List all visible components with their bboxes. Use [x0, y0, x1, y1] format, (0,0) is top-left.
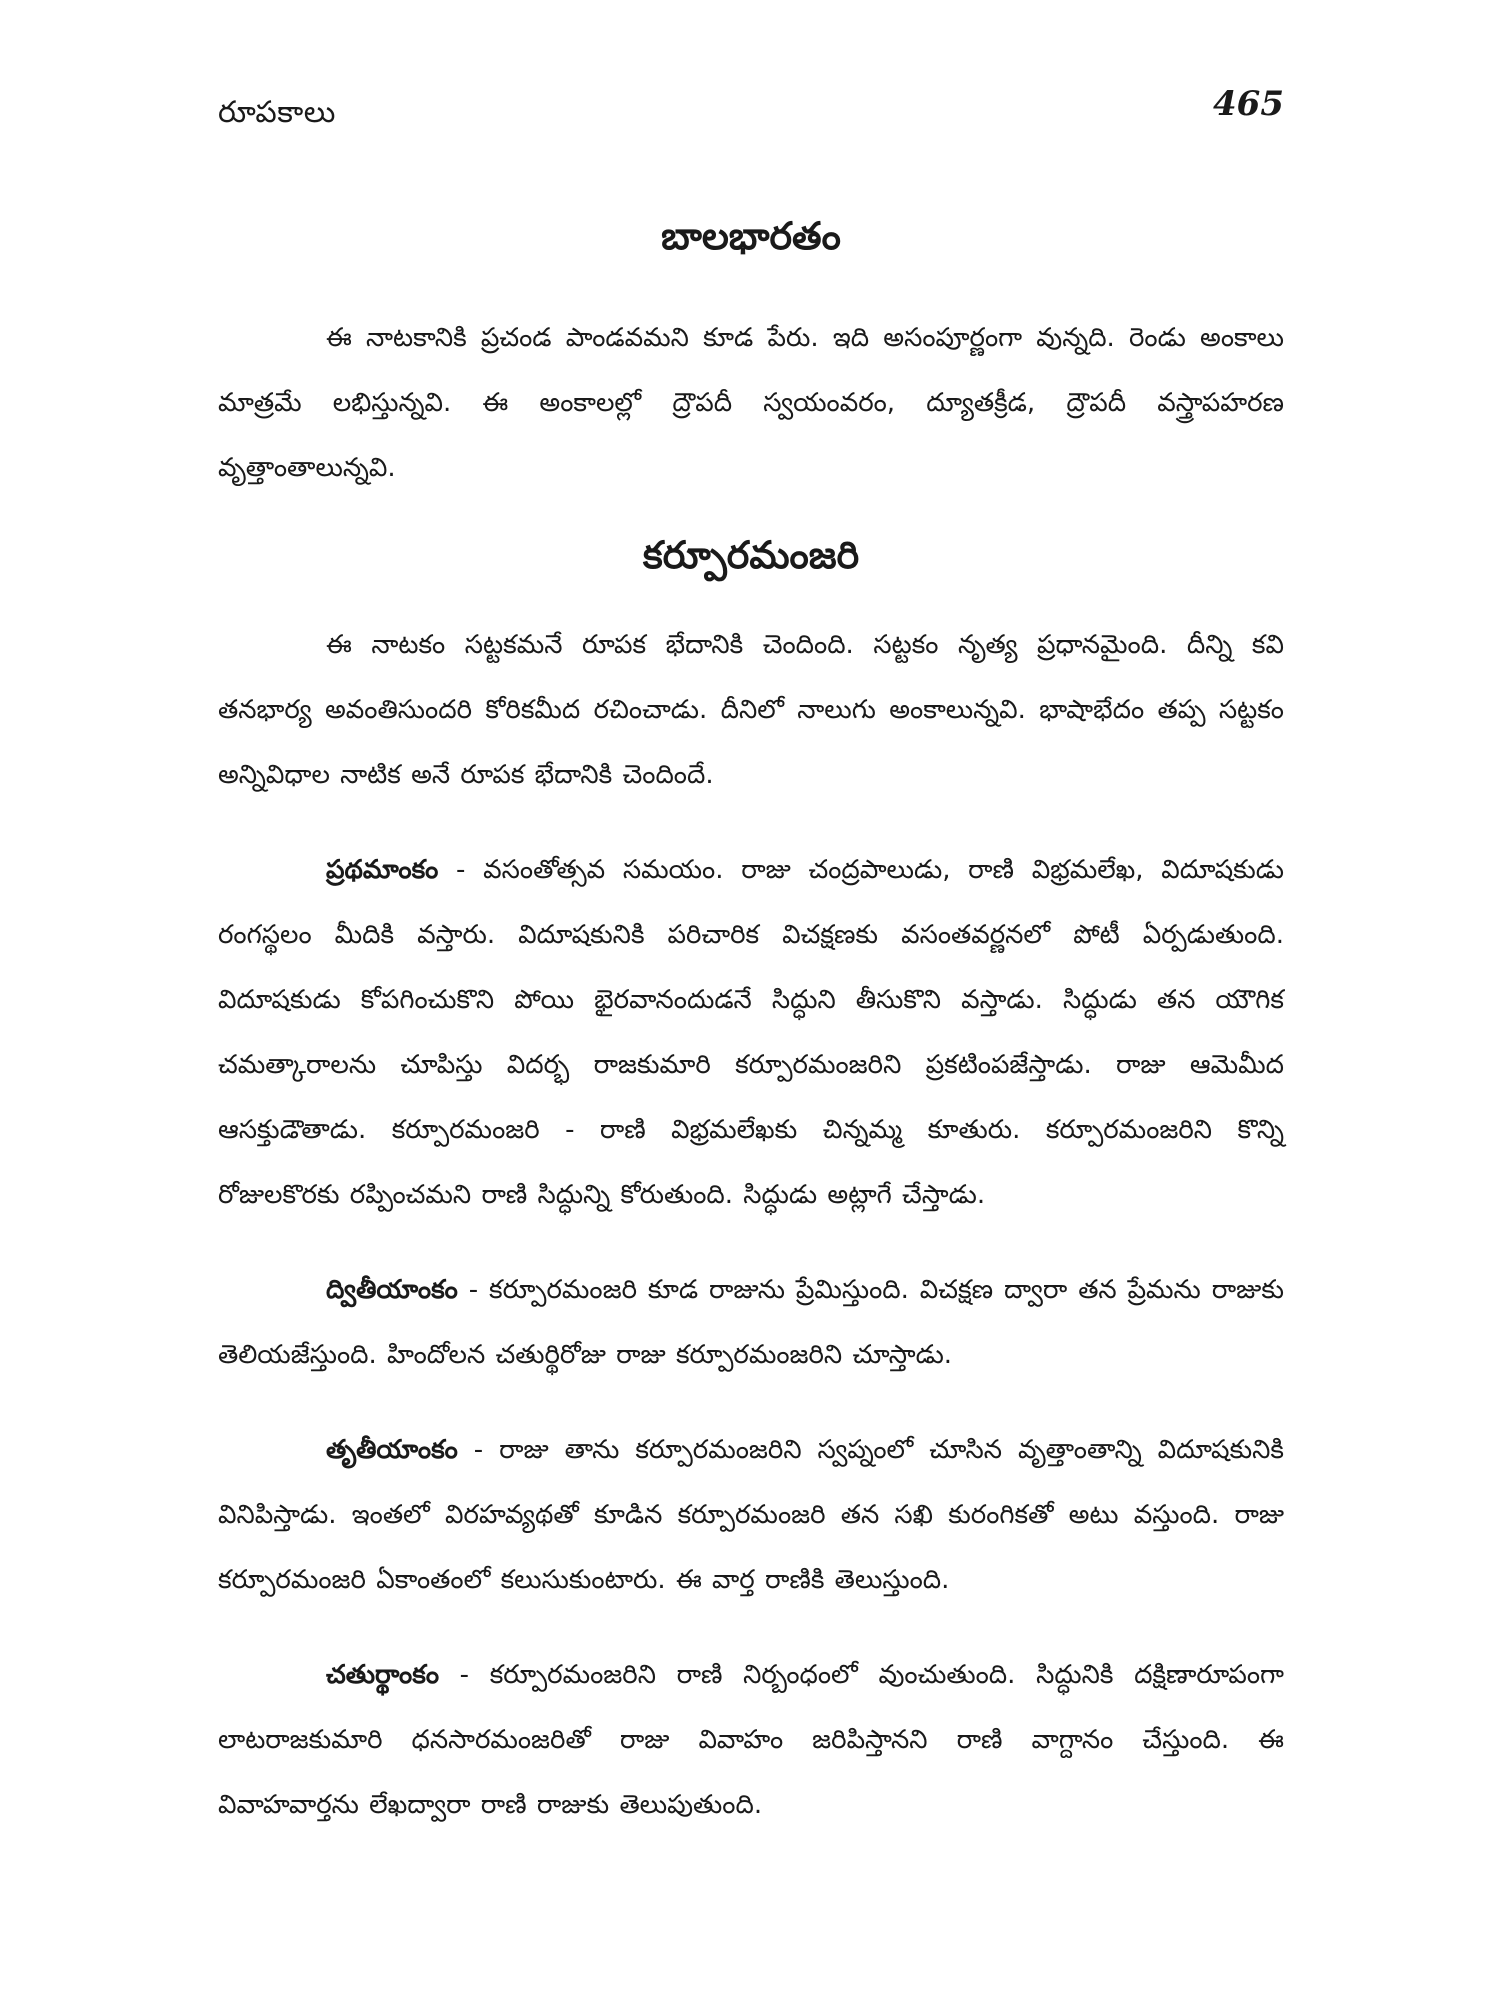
act-2-text: - కర్పూరమంజరి కూడ రాజును ప్రేమిస్తుంది. విచక్షణ ద్వారా తన ప్రేమను రాజుకు తెలియజేస్తుంది. హిందోలన చతుర్థిరోజు రాజు కర్పూరమంజరిని చూస్తాడు. [218, 1275, 1284, 1370]
act-1-paragraph [218, 838, 1284, 1228]
act-4-paragraph [218, 1643, 1284, 1838]
act-2-paragraph [218, 1258, 1284, 1388]
page-content [218, 200, 1284, 1838]
act-4-text: - కర్పూరమంజరిని రాణి నిర్బంధంలో వుంచుతుంది. సిద్ధునికి దక్షిణారూపంగా లాటరాజకుమారి ధనసారమంజరితో రాజు వివాహం జరిపిస్తానని రాణి వాగ్దానం చేస్తుంది. ఈ వివాహవార్తను లేఖద్వారా రాణి రాజుకు తెలుపుతుంది. [218, 1660, 1284, 1820]
act-1-text: - వసంతోత్సవ సమయం. రాజు చంద్రపాలుడు, రాణి విభ్రమలేఖ, విదూషకుడు రంగస్థలం మీదికి వస్తారు. విదూషకునికి పరిచారిక విచక్షణకు వసంతవర్ణనలో పోటీ ఏర్పడుతుంది. విదూషకుడు కోపగించుకొని పోయి భైరవానందుడనే సిద్ధుని తీసుకొని వస్తాడు. సిద్ధుడు తన యౌగిక చమత్కారాలను చూపిస్తు విదర్భ రాజకుమారి కర్పూరమంజరిని ప్రకటింపజేస్తాడు. రాజు ఆమెమీద ఆసక్తుడౌతాడు. కర్పూరమంజరి - రాణి విభ్రమలేఖకు చిన్నమ్మ కూతురు. కర్పూరమంజరిని కొన్ని రోజులకొరకు రప్పించమని రాణి సిద్ధున్ని కోరుతుంది. సిద్ధుడు అట్లాగే చేస్తాడు. [218, 855, 1284, 1210]
act-4-name: చతుర్థాంకం [326, 1660, 439, 1690]
act-2-name: ద్వితీయాంకం [326, 1275, 458, 1305]
section-title-karpuramanjari: కర్పూరమంజరి [642, 533, 860, 577]
balabharatam-paragraph: ఈ నాటకానికి ప్రచండ పాండవమని కూడ పేరు. ఇది అసంపూర్ణంగా వున్నది. రెండు అంకాలు మాత్రమే లభిస్తున్నవి. ఈ అంకాలల్లో ద్రౌపదీ స్వయంవరం, ద్యూతక్రీడ, ద్రౌపదీ వస్త్రాపహరణ వృత్తాంతాలున్నవి. [218, 323, 1284, 483]
act-3-text: - రాజు తాను కర్పూరమంజరిని స్వప్నంలో చూసిన వృత్తాంతాన్ని విదూషకునికి వినిపిస్తాడు. ఇంతలో విరహవ్యథతో కూడిన కర్పూరమంజరి తన సఖి కురంగికతో అటు వస్తుంది. రాజు కర్పూరమంజరి ఏకాంతంలో కలుసుకుంటారు. ఈ వార్త రాణికి తెలుస్తుంది. [218, 1435, 1284, 1595]
act-1-name: ప్రథమాంకం [326, 855, 439, 885]
karpuramanjari-intro-paragraph: ఈ నాటకం సట్టకమనే రూపక భేదానికి చెందింది. సట్టకం నృత్య ప్రధానమైంది. దీన్ని కవి తనభార్య అవంతిసుందరి కోరికమీద రచించాడు. దీనిలో నాలుగు అంకాలున్నవి. భాషాభేదం తప్ప సట్టకం అన్నివిధాల నాటిక అనే రూపక భేదానికి చెందిందే. [218, 630, 1284, 790]
act-3-paragraph [218, 1418, 1284, 1613]
running-head-title: రూపకాలు [218, 95, 336, 130]
section-title-balabharatam: బాలభారతం [661, 214, 841, 258]
page-number: 465 [1213, 84, 1284, 124]
act-3-name: తృతీయాంకం [326, 1435, 458, 1465]
